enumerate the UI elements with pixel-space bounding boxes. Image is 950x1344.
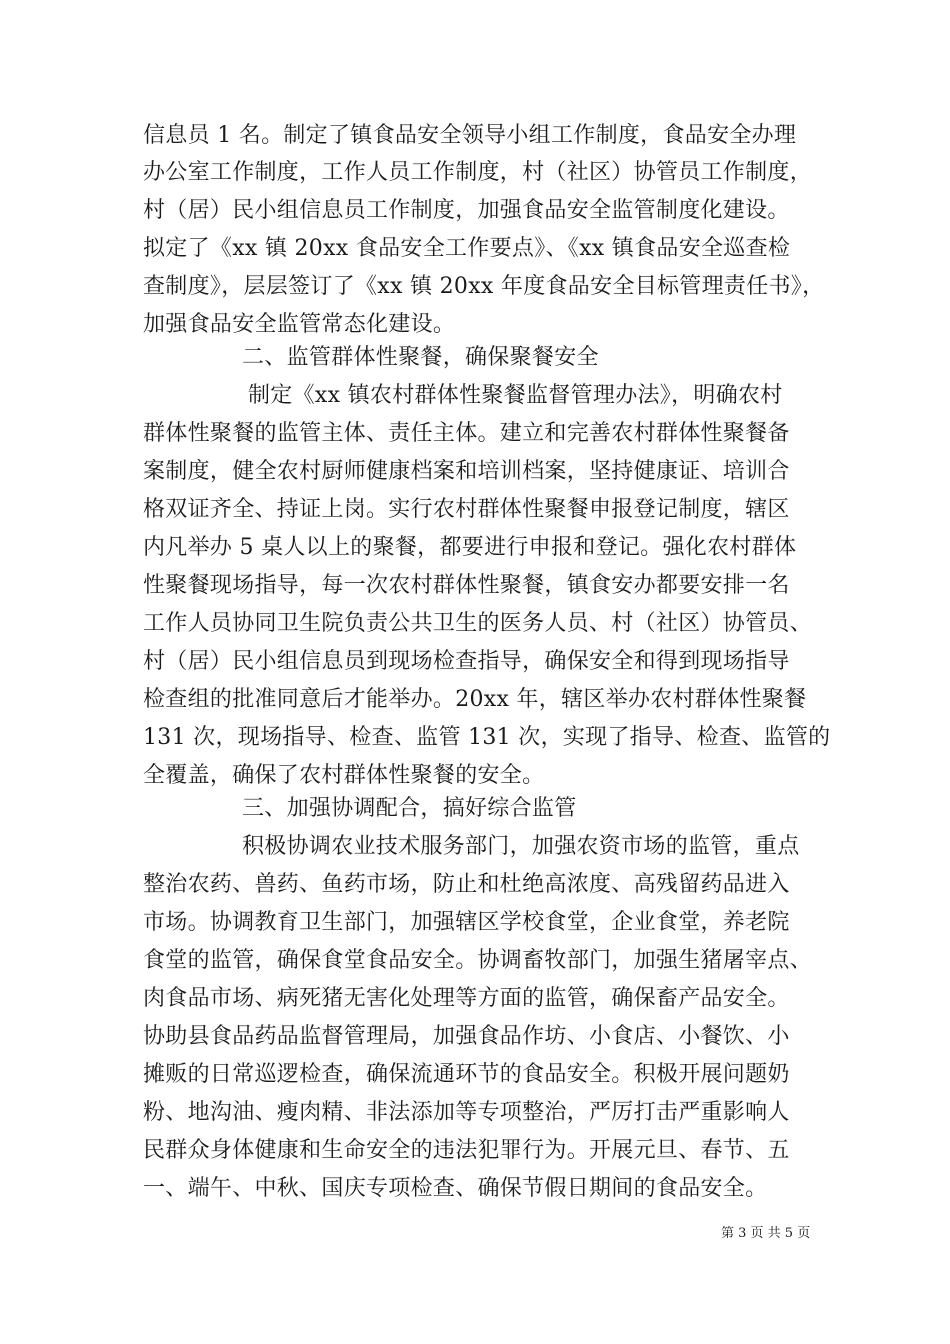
- body-text-line: 肉食品市场、病死猪无害化处理等方面的监管，确保畜产品安全。: [143, 986, 790, 1011]
- body-text-line: 整治农药、兽药、鱼药市场，防止和杜绝高浓度、高残留药品进入: [143, 872, 790, 897]
- body-text-line: 拟定了《xx 镇 20xx 食品安全工作要点》、《xx 镇食品安全巡查检: [143, 236, 791, 261]
- body-text-line: 查制度》，层层签订了《xx 镇 20xx 年度食品安全目标管理责任书》，: [143, 274, 825, 299]
- body-text-line: 村（居）民小组信息员工作制度，加强食品安全监管制度化建设。: [143, 198, 790, 223]
- body-text-line: 群体性聚餐的监管主体、责任主体。建立和完善农村群体性聚餐备: [143, 421, 790, 446]
- body-text-line: 信息员 1 名。制定了镇食品安全领导小组工作制度，食品安全办理: [143, 123, 797, 148]
- body-text-line: 协助县食品药品监督管理局，加强食品作坊、小食店、小餐饮、小: [143, 1024, 790, 1049]
- body-text-line: 粉、地沟油、瘦肉精、非法添加等专项整治，严厉打击严重影响人: [143, 1100, 790, 1125]
- body-text-line: 内凡举办 5 桌人以上的聚餐，都要进行申报和登记。强化农村群体: [143, 535, 797, 560]
- body-text-line: 村（居）民小组信息员到现场检查指导，确保安全和得到现场指导: [143, 649, 790, 674]
- section-heading: 二、监管群体性聚餐，确保聚餐安全: [242, 345, 599, 370]
- body-text-line: 民群众身体健康和生命安全的违法犯罪行为。开展元旦、春节、五: [143, 1138, 790, 1163]
- page-footer: 第 3 页 共 5 页: [721, 1226, 811, 1241]
- body-text-line: 一、端午、中秋、国庆专项检查、确保节假日期间的食品安全。: [143, 1176, 768, 1201]
- body-text-line: 积极协调农业技术服务部门，加强农资市场的监管，重点: [242, 834, 800, 859]
- body-text-line: 性聚餐现场指导，每一次农村群体性聚餐，镇食安办都要安排一名: [143, 573, 790, 598]
- body-text-line: 加强食品安全监管常态化建设。: [143, 312, 456, 337]
- body-text-line: 市场。协调教育卫生部门，加强辖区学校食堂，企业食堂，养老院: [143, 910, 790, 935]
- body-text-line: 案制度，健全农村厨师健康档案和培训档案，坚持健康证、培训合: [143, 459, 790, 484]
- section-heading: 三、加强协调配合，搞好综合监管: [242, 796, 577, 821]
- body-text-line: 131 次，现场指导、检查、监管 131 次，实现了指导、检查、监管的: [143, 725, 831, 750]
- body-text-line: 制定《xx 镇农村群体性聚餐监督管理办法》，明确农村: [248, 383, 783, 408]
- body-text-line: 全覆盖，确保了农村群体性聚餐的安全。: [143, 763, 545, 788]
- body-text-line: 食堂的监管，确保食堂食品安全。协调畜牧部门，加强生猪屠宰点、: [143, 948, 813, 973]
- body-text-line: 检查组的批准同意后才能举办。20xx 年，辖区举办农村群体性聚餐: [143, 687, 807, 712]
- body-text-line: 格双证齐全、持证上岗。实行农村群体性聚餐申报登记制度，辖区: [143, 497, 790, 522]
- body-text-line: 工作人员协同卫生院负责公共卫生的医务人员、村（社区）协管员、: [143, 611, 813, 636]
- body-text-line: 办公室工作制度，工作人员工作制度，村（社区）协管员工作制度，: [143, 160, 813, 185]
- body-text-line: 摊贩的日常巡逻检查，确保流通环节的食品安全。积极开展问题奶: [143, 1062, 790, 1087]
